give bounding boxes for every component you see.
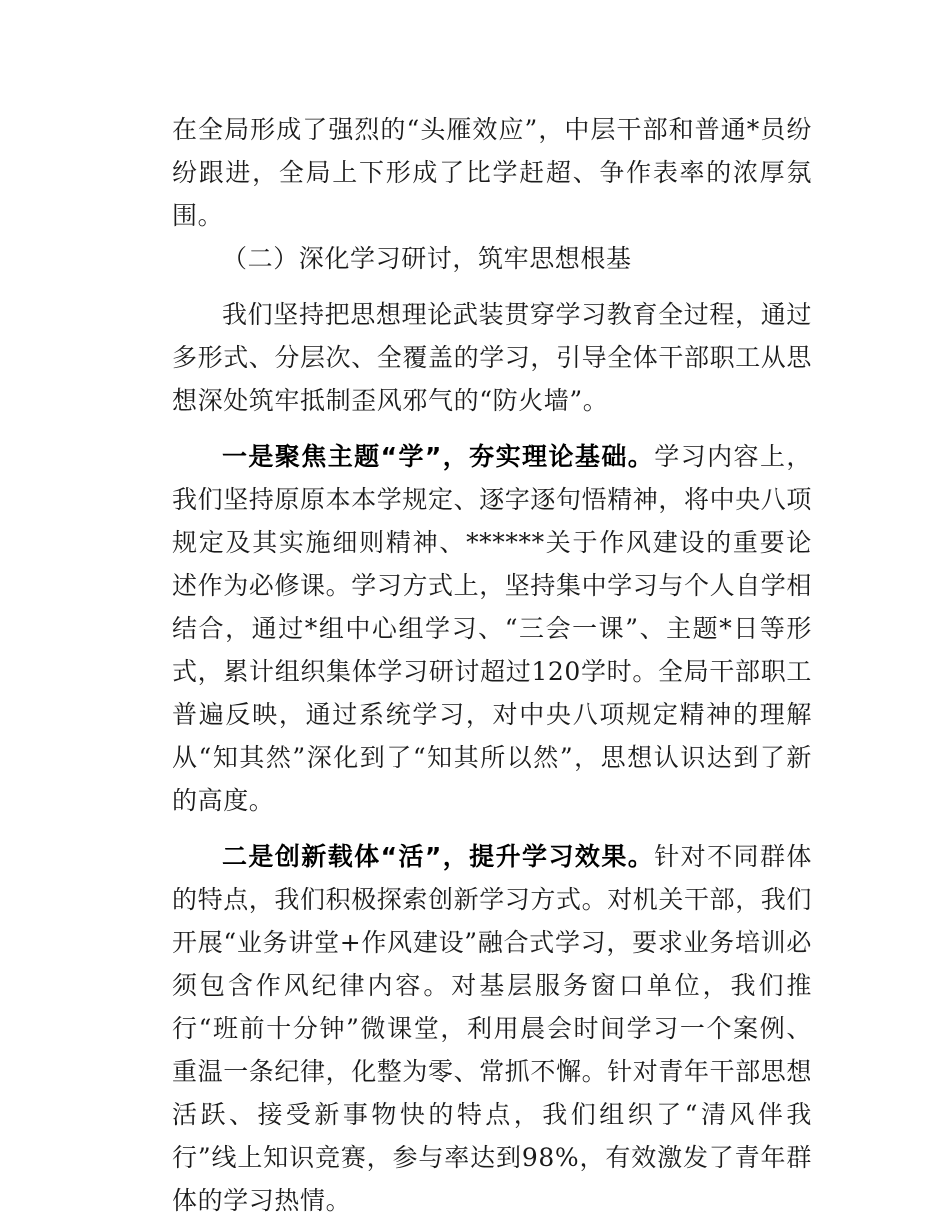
point-one-body: 学习内容上，我们坚持原原本本学规定、逐字逐句悟精神，将中央八项规定及其实施细则精神、******关于作风建设的重要论述作为必修课。学习方式上，坚持集中学习与个人自学相结合，通过*组中心组学习、“三会一课”、主题*日等形式，累计组织集体学习研讨超过120学时。全局干部职工普遍反映，通过系统学习，对中央八项规定精神的理解从“知其然”深化到了“知其所以然”，思想认识达到了新的高度。: [172, 442, 813, 815]
paragraph-point-one: [172, 435, 812, 822]
point-one-lead: 一是聚焦主题“学”，夯实理论基础。: [222, 442, 655, 471]
point-two-lead: 二是创新载体“活”，提升学习效果。: [222, 842, 655, 871]
paragraph-continuation: 在全局形成了强烈的“头雁效应”，中层干部和普通*员纷纷跟进，全局上下形成了比学赶超、争作表率的浓厚氛围。: [172, 115, 812, 230]
paragraph-point-two: [172, 835, 812, 1222]
section-heading: （二）深化学习研讨，筑牢思想根基: [222, 244, 632, 273]
point-two-body: 针对不同群体的特点，我们积极探索创新学习方式。对机关干部，我们开展“业务讲堂+作风建设”融合式学习，要求业务培训必须包含作风纪律内容。对基层服务窗口单位，我们推行“班前十分钟”微课堂，利用晨会时间学习一个案例、重温一条纪律，化整为零、常抓不懈。针对青年干部思想活跃、接受新事物快的特点，我们组织了“清风伴我行”线上知识竞赛，参与率达到98%，有效激发了青年群体的学习热情。: [172, 842, 813, 1215]
document-body: [172, 108, 812, 1222]
paragraph-intro: 我们坚持把思想理论武装贯穿学习教育全过程，通过多形式、分层次、全覆盖的学习，引导全体干部职工从思想深处筑牢抵制歪风邪气的“防火墙”。: [172, 300, 813, 415]
